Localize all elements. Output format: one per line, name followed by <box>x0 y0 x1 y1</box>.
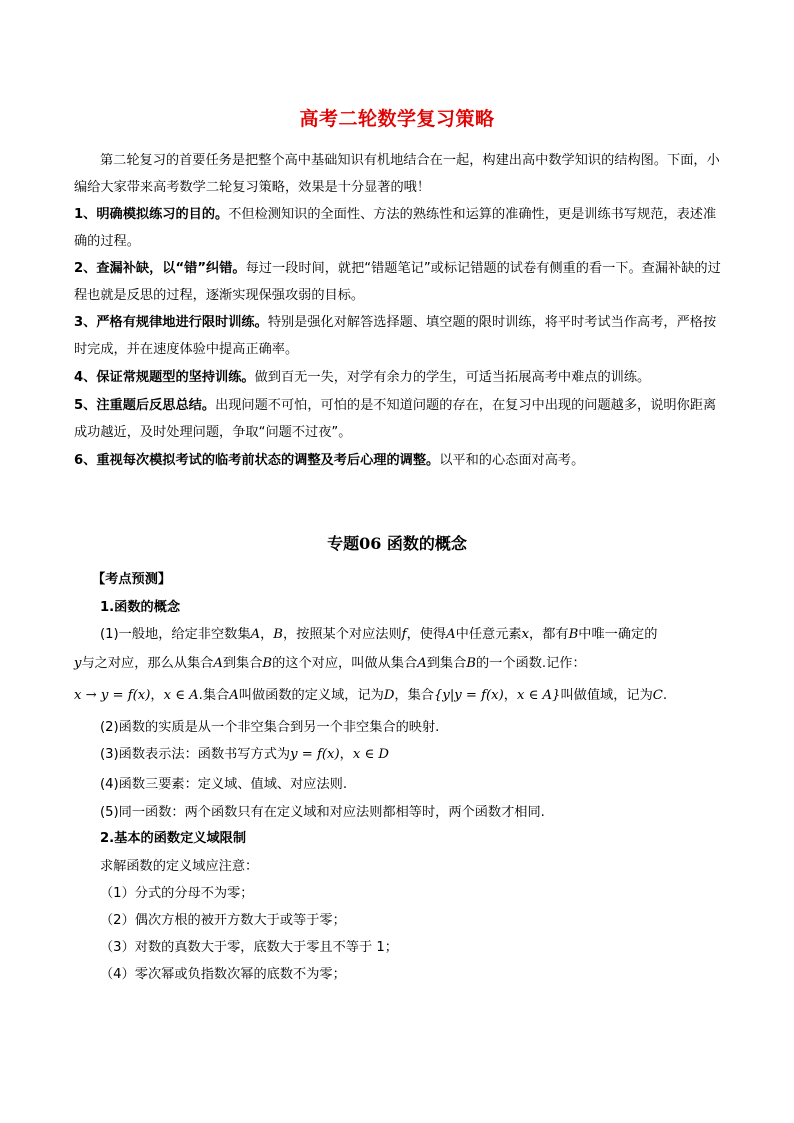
strategy-5-head: 5、注重题后反思总结。 <box>74 398 216 413</box>
section-2-title: 2.基本的函数定义域限制 <box>100 831 247 846</box>
strategy-3 <box>74 309 724 363</box>
strategy-6 <box>74 447 724 474</box>
strategy-1-body: 不但检测知识的全面性、方法的熟练性和运算的准确性，更是训练书写规范，表述准确的过程。 <box>74 207 717 249</box>
strategy-3-head: 3、严格有规律地进行限时训练。 <box>74 315 268 330</box>
strategy-1-head: 1、明确模拟练习的目的。 <box>74 207 229 222</box>
sec1-item-4: (4)函数三要素：定义域、值域、对应法则. <box>100 777 348 792</box>
strategy-3-body: 特别是强化对解答选择题、填空题的限时训练，将平时考试当作高考，严格按时完成，并在速度体验中提高正确率。 <box>74 315 717 357</box>
sec2-item-4: （4）零次幂或负指数次幂的底数不为零； <box>100 967 346 982</box>
kaodian-heading: 【考点预测】 <box>92 572 172 587</box>
strategy-2 <box>74 255 724 309</box>
sec1-line-2: y与之对应，那么从集合A到集合B的这个对应，叫做从集合A到集合B的一个函数.记作： <box>74 656 586 671</box>
sec2-item-2: （2）偶次方根的被开方数大于或等于零； <box>100 913 346 928</box>
sec1-item-3: (3)函数表示法：函数书写方式为y = f(x)，x ∈ D <box>100 747 389 762</box>
strategy-4-body: 做到百无一失，对学有余力的学生，可适当拓展高考中难点的训练。 <box>254 370 651 385</box>
intro-paragraph: 第二轮复习的首要任务是把整个高中基础知识有机地结合在一起，构建出高中数学知识的结构图。下面，小编给大家带来高考数学二轮复习策略，效果是十分显著的哦！ <box>74 153 720 195</box>
sec1-item-2: (2)函数的实质是从一个非空集合到另一个非空集合的映射. <box>100 720 440 735</box>
sec2-item-1: （1）分式的分母不为零； <box>100 886 254 901</box>
strategy-6-body: 以平和的心态面对高考。 <box>439 453 585 468</box>
strategy-2-body: 每过一段时间，就把“错题笔记”或标记错题的试卷有侧重的看一下。查漏补缺的过程也就是反思的过程，逐渐实现保强攻弱的目标。 <box>74 261 721 303</box>
sec2-intro: 求解函数的定义域应注意： <box>100 859 259 874</box>
strategy-4-head: 4、保证常规题型的坚持训练。 <box>74 370 255 385</box>
page-title: 高考二轮数学复习策略 <box>299 108 495 130</box>
strategy-5 <box>74 392 724 446</box>
sec1-line-1: (1)一般地，给定非空数集A，B，按照某个对应法则f，使得A中任意元素x，都有B中唯一确定的 <box>100 627 658 642</box>
strategy-1 <box>74 201 724 255</box>
topic-title: 专题06 函数的概念 <box>327 534 467 553</box>
strategy-6-head: 6、重视每次模拟考试的临考前状态的调整及考后心理的调整。 <box>74 453 440 468</box>
strategy-4 <box>74 364 724 391</box>
section-1-title: 1.函数的概念 <box>100 600 181 615</box>
sec2-item-3: （3）对数的真数大于零，底数大于零且不等于 1； <box>100 940 398 955</box>
strategy-2-head: 2、查漏补缺，以“错”纠错。 <box>74 261 246 276</box>
sec1-item-5: (5)同一函数：两个函数只有在定义域和对应法则都相等时，两个函数才相同. <box>100 805 545 820</box>
strategy-5-body: 出现问题不可怕，可怕的是不知道问题的存在，在复习中出现的问题越多，说明你距离成功越近，及时处理问题，争取“问题不过夜”。 <box>74 398 717 440</box>
sec1-line-3: x → y = f(x)，x ∈ A.集合A叫做函数的定义域，记为D，集合{y|y = f(x)，x ∈ A}叫做值域，记为C. <box>74 688 668 703</box>
